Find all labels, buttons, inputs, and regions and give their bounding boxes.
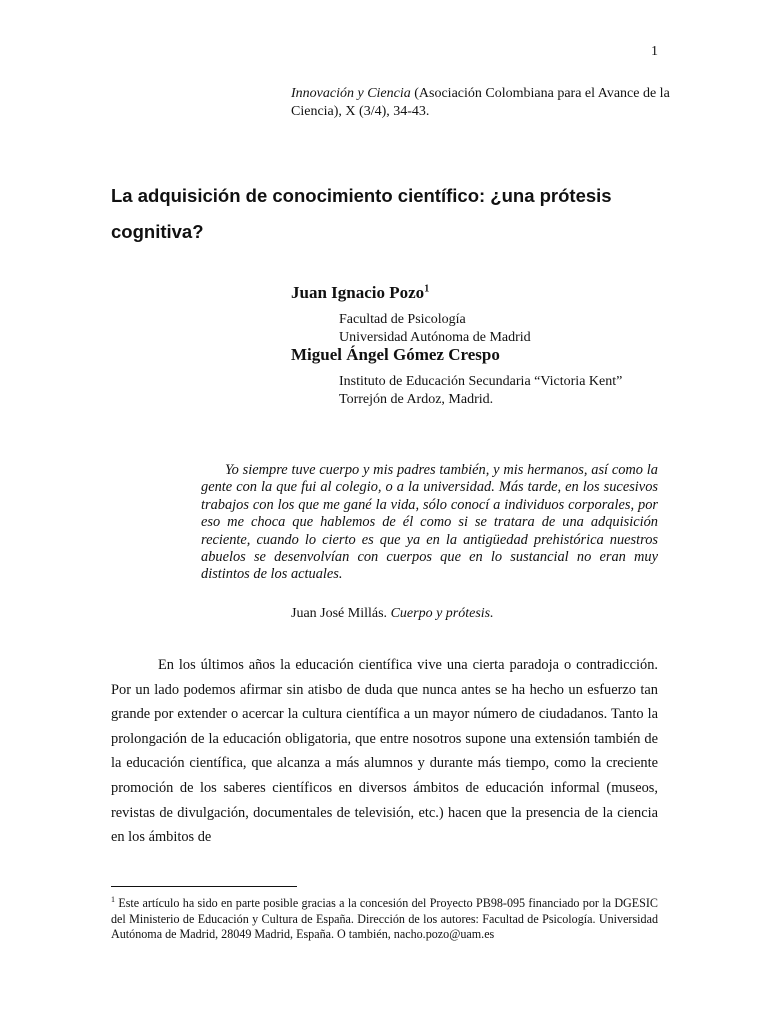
- author-2-name: Miguel Ángel Gómez Crespo: [291, 345, 500, 364]
- body-paragraph: En los últimos años la educación científica vive una cierta paradoja o contradicción. Por un lado podemos afirmar sin atisbo de duda que nunca antes se ha hecho un esfuerzo tan grande por extender o acercar la cultura científica a un mayor número de ciudadanos. Tanto la prolongación de la educación obligatoria, que entre nosotros supone una extensión también de la educación científica, que alcanza a más alumnos y durante más tiempo, como la creciente promoción de los saberes científicos en diversos ámbitos de educación informal (museos, revistas de divulgación, documentales de televisión, etc.) hacen que la presencia de la ciencia en los ámbitos de: [111, 657, 658, 846]
- affiliation-line: Instituto de Educación Secundaria “Victoria Kent”: [339, 374, 623, 389]
- epigraph-source: [291, 606, 494, 622]
- epigraph-quote: Yo siempre tuve cuerpo y mis padres también, y mis hermanos, así como la gente con la que fui al colegio, o a la universidad. Más tarde, en los sucesivos trabajos con los que me gané la vida, sólo conocí a individuos corporales, por eso me choca que hablemos de él como si se tratara de una adquisición reciente, cuando lo cierto es que ya en la antigüedad prehistórica nuestros abuelos se desenvolvían con cuerpos que en lo sustancial no eran muy distintos de los actuales.: [201, 462, 658, 583]
- author-1-affiliation: [339, 311, 531, 347]
- page-number: 1: [651, 44, 658, 59]
- journal-name: Innovación y Ciencia: [291, 86, 411, 101]
- footnote-text: Este artículo ha sido en parte posible gracias a la concesión del Proyecto PB98-095 financiado por la DGESIC del Ministerio de Educación y Cultura de España. Dirección de los autores: Facultad de Psicología. Universidad Autónoma de Madrid, 28049 Madrid, España. O también, nacho.pozo@uam.es: [111, 896, 658, 942]
- footnote-divider: [111, 886, 297, 887]
- footnote: [111, 892, 658, 943]
- citation-details: (Asociación Colombiana para el Avance de la Ciencia), X (3/4), 34-43.: [291, 86, 670, 119]
- author-1-footnote-mark: 1: [424, 283, 430, 295]
- affiliation-line: Torrejón de Ardoz, Madrid.: [339, 392, 494, 407]
- author-name: [291, 283, 429, 303]
- epigraph-author: Juan José Millás.: [291, 606, 391, 621]
- journal-citation: [291, 85, 671, 121]
- affiliation-line: Facultad de Psicología: [339, 312, 466, 327]
- epigraph-work-title: Cuerpo y prótesis.: [390, 606, 494, 621]
- affiliation-line: Universidad Autónoma de Madrid: [339, 330, 531, 345]
- author-2-affiliation: [339, 373, 622, 409]
- footnote-mark: 1: [111, 895, 115, 904]
- article-title: La adquisición de conocimiento científico: ¿una prótesis cognitiva?: [111, 185, 612, 242]
- author-name: [291, 345, 500, 365]
- author-1-name: Juan Ignacio Pozo: [291, 283, 425, 302]
